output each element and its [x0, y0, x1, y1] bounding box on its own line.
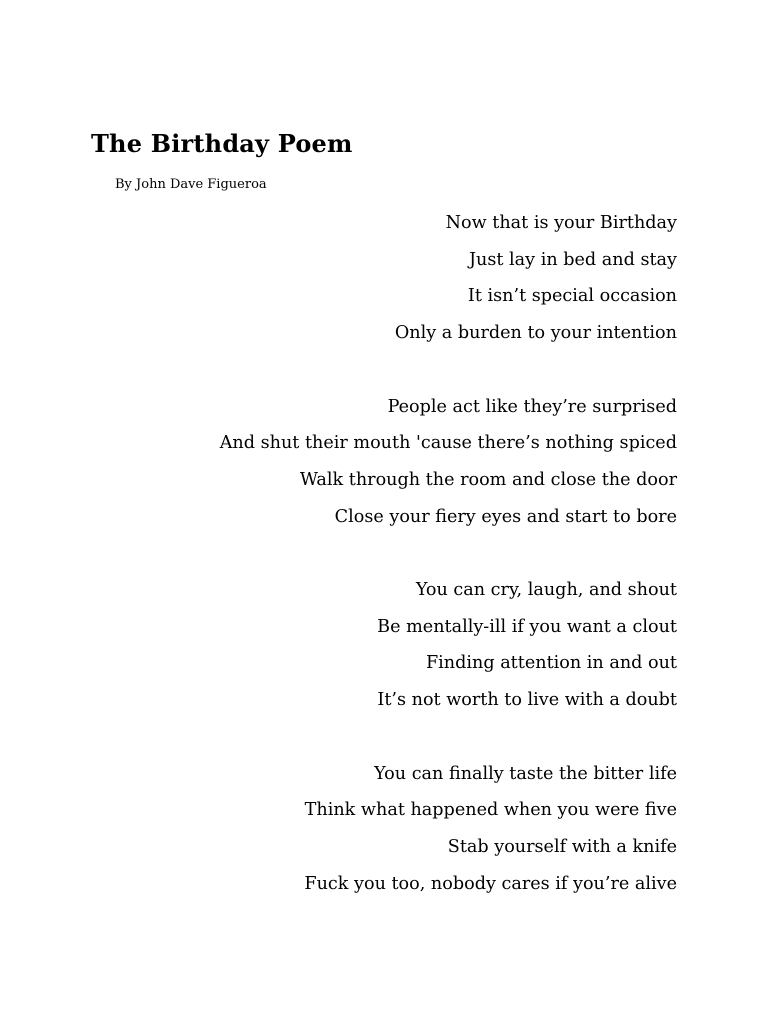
poem-line: Only a burden to your intention — [394, 323, 677, 344]
stanza-4 — [77, 756, 677, 903]
poem-line: It isn’t special occasion — [467, 286, 677, 307]
poem-line: You can cry, laugh, and shout — [415, 580, 677, 600]
author-byline: By John Dave Figueroa — [115, 177, 267, 192]
poem-line: Be mentally-ill if you want a clout — [377, 616, 677, 637]
poem-title: The Birthday Poem — [91, 129, 353, 158]
poem-line: Walk through the room and close the door — [299, 469, 677, 490]
poem-line: And shut their mouth 'cause there’s nothing spiced — [219, 433, 677, 454]
poem-line: Think what happened when you were five — [304, 800, 677, 821]
stanza-3 — [77, 572, 677, 719]
poem-line: Close your fiery eyes and start to bore — [334, 506, 677, 527]
poem-body — [77, 205, 677, 939]
poem-line: People act like they’re surprised — [387, 396, 677, 417]
stanza-2 — [77, 389, 677, 536]
poem-line: Now that is your Birthday — [445, 213, 677, 233]
poem-line: It’s not worth to live with a doubt — [377, 690, 677, 711]
poem-line: Just lay in bed and stay — [468, 249, 677, 270]
stanza-1 — [77, 205, 677, 352]
poem-line: Finding attention in and out — [425, 653, 677, 674]
poem-line: Stab yourself with a knife — [447, 836, 677, 857]
poem-line: Fuck you too, nobody cares if you’re alive — [304, 873, 677, 894]
poem-line: You can finally taste the bitter life — [374, 763, 677, 784]
